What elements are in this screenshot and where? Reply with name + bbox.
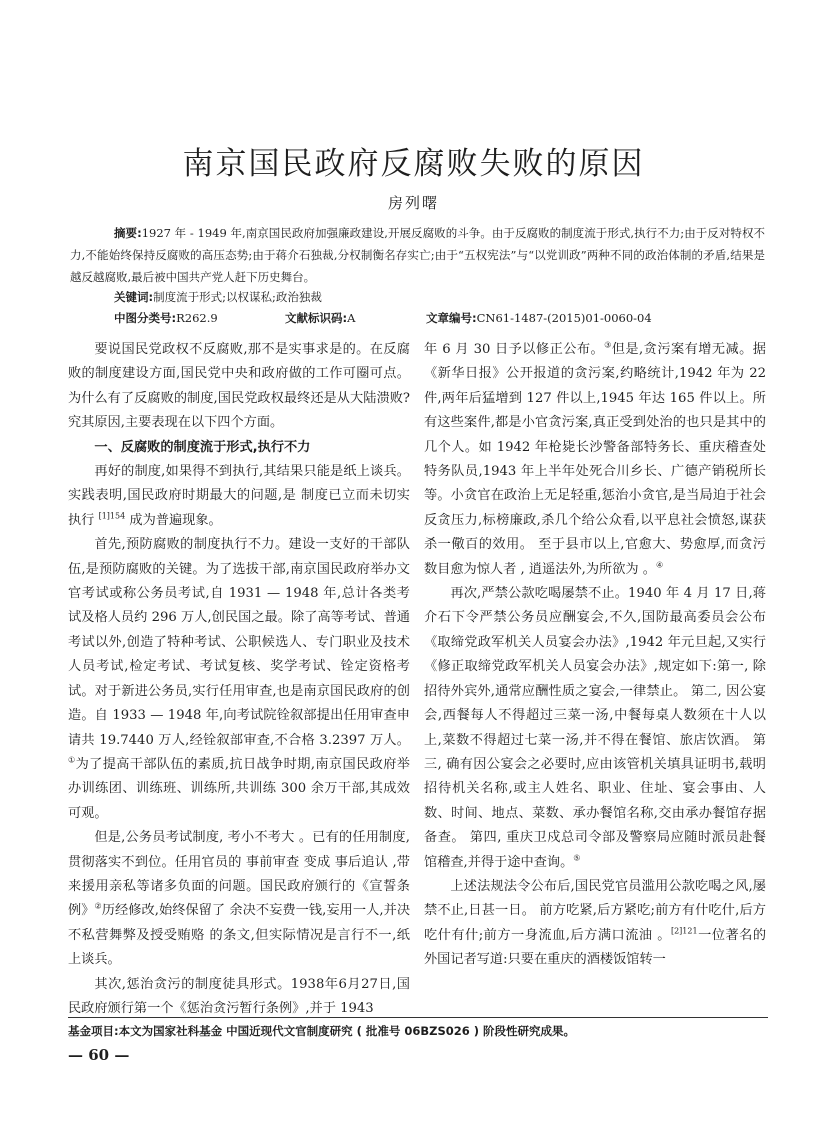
- paragraph: [424, 875, 766, 973]
- page-number: — 60 —: [68, 1046, 130, 1064]
- abstract-text: 1927 年 - 1949 年,南京国民政府加强廉政建设,开展反腐败的斗争。由于反腐败的制度流于形式,执行不力;由于反对特权不力,不能始终保持反腐败的高压态势;由于蒋介石独裁,分权制衡名存实亡;由于“五权宪法”与“以党训政”两种不同的政治体制的矛盾,结果是越反越腐败,最后被中国共产党人赶下历史舞台。: [70, 226, 765, 284]
- paragraph: 要说国民党政权不反腐败,那不是实事求是的。在反腐败的制度建设方面,国民党中央和政府做的工作可圈可点。为什么有了反腐败的制度,国民党政权最终还是从大陆溃败?究其原因,主要表现在以下四个方面。: [68, 342, 410, 431]
- keywords-text: 制度流于形式;以权谋私;政治独裁: [153, 290, 322, 304]
- paragraph-text: 成为普遍现象。: [125, 512, 222, 528]
- funding-note: 基金项目:本文为国家社科基金 中国近现代文官制度研究 ( 批准号 06BZS026 ) 阶段性研究成果。: [68, 1024, 576, 1038]
- article-label: 文章编号:: [426, 311, 477, 325]
- paragraph-text: 年 6 月 30 日予以修正公布。: [424, 342, 605, 357]
- doc-code: [285, 309, 355, 327]
- article-value: CN61-1487-(2015)01-0060-04: [476, 311, 652, 325]
- paragraph: 其次,惩治贪污的制度徒具形式。1938年6月27日,国民政府颁行第一个《惩治贪污暂行条例》,并于 1943: [68, 976, 410, 1016]
- article-number: [426, 309, 652, 327]
- page-title: 南京国民政府反腐败失败的原因: [182, 146, 645, 182]
- footnote-ref: ⑤: [573, 853, 581, 863]
- paragraph: [68, 826, 410, 972]
- paragraph: [424, 582, 766, 875]
- paragraph-text: 再好的制度,如果得不到执行,其结果只能是纸上谈兵。实践表明,国民政府时期最大的问题,是 制度已立而未切实执行: [68, 464, 410, 528]
- clc-value: R262.9: [176, 311, 218, 325]
- paragraph-text: 首先,预防腐败的制度执行不力。建设一支好的干部队伍,是预防腐败的关键。为了选拔干部,南京国民政府举办文官考试或称公务员考试,自 1931 — 1948 年,总计各类考试及格人员约 296 万人,创民国之最。除了高等考试、普通考试以外,创造了特种考试、公职候选人、专门职业及技术人员考试,检定考试、考试复核、奖学考试、铨定资格考试。对于新进公务员,实行任用审查,也是南京国民政府的创造。自 1933 — 1948 年,向考试院铨叙部提出任用审查申请共 19.7440 万人,经铨叙部审查,不合格 3.2397 万人。: [68, 537, 410, 748]
- paragraph-text: 但是,贪污案有增无减。据《新华日报》公开报道的贪污案,约略统计,1942 年为 22 件,两年后猛增到 127 件以上,1945 年达 165 件以上。所有这些案件,都是小官贪污案,真正受到处治的也只是其中的几个人。如 1942 年枪毙长沙警备部特务长、重庆稽查处特务队员,1943 年上半年处死合川乡长、广德产销税所长等。小贪官在政治上无足轻重,惩治小贪官,是当局迫于社会反贪压力,标榜廉政,杀几个给公众看,以平息社会愤怒,谋获杀一儆百的效用。 至于县市以上,官愈大、势愈厚,而贪污数目愈为惊人者 , 逍遥法外,为所欲为 。: [424, 342, 766, 577]
- keywords: [114, 288, 764, 306]
- abstract: [70, 222, 765, 288]
- paragraph: [68, 533, 410, 826]
- paragraph-text: 但是,公务员考试制度, 考小不考大 。已有的任用制度,贯彻落实不到位。任用官员的 事前审查 变成 事后追认 ,带来援用亲私等诸多负面的问题。国民政府颁行的《宣誓条例》: [68, 830, 410, 919]
- paragraph: [424, 338, 766, 582]
- paragraph-text: 一位著名的外国记者写道:只要在重庆的酒楼饭馆转一: [424, 927, 767, 968]
- paragraph-text: 为了提高干部队伍的素质,抗日战争时期,南京国民政府举办训练团、训练班、训练所,共训练 300 余万干部,其成效可观。: [68, 756, 410, 821]
- clc-code: [114, 309, 218, 327]
- paragraph-text: 历经修改,始终保留了 余决不妄费一钱,妄用一人,并决不私营舞弊及授受贿赂 的条文,但实际情况是言行不一,纸上谈兵。: [68, 903, 411, 968]
- footnote-divider: [68, 1017, 768, 1018]
- keywords-label: 关键词:: [114, 290, 154, 304]
- doc-value: A: [347, 311, 356, 325]
- abstract-label: 摘要:: [114, 226, 142, 240]
- footnote-ref: ③: [604, 340, 612, 350]
- paragraph: [68, 460, 410, 533]
- left-column: [68, 338, 410, 1021]
- section-heading: 一、反腐败的制度流于形式,执行不力: [94, 439, 311, 455]
- doc-label: 文献标识码:: [285, 311, 348, 325]
- paragraph-text: 再次,严禁公款吃喝屡禁不止。1940 年 4 月 17 日,蒋介石下令严禁公务员应酬宴会,不久,国防最高委员会公布《取缔党政军机关人员宴会办法》,1942 年元旦起,又实行《修正取缔党政军机关人员宴会办法》,规定如下:第一, 除招待外宾外,通常应酬性质之宴会,一律禁止。 第二, 因公宴会,西餐每人不得超过三菜一汤,中餐每桌人数须在十人以上,菜数不得超过七菜一汤,并不得在餐馆、旅店饮酒。 第三, 确有因公宴会之必要时,应由该管机关填具证明书,载明招待机关名称,或主人姓名、职业、住址、宴会事由、人数、时间、地点、菜数、承办餐馆名称,交由承办餐馆存据备查。 第四, 重庆卫戍总司令部及警察局应随时派员赴餐馆稽查,并得于途中查询。: [424, 586, 766, 870]
- clc-label: 中图分类号:: [114, 311, 177, 325]
- citation-ref: [1]154: [98, 511, 126, 521]
- paragraph-text: 上述法规法令公布后,国民党官员滥用公款吃喝之风,屡禁不止,日甚一日。 前方吃紧,后方紧吃;前方有什吃什,后方吃什有什;前方一身流血,后方满口流油 。: [424, 878, 766, 943]
- right-column: [424, 338, 766, 973]
- footnote-ref: ②: [94, 901, 102, 911]
- abstract-label-indent: [70, 226, 114, 240]
- footnote-ref: ④: [655, 560, 664, 570]
- citation-ref: [2]121: [670, 926, 698, 936]
- footnote-ref: ①: [68, 755, 76, 765]
- author-name: 房列曙: [387, 194, 439, 212]
